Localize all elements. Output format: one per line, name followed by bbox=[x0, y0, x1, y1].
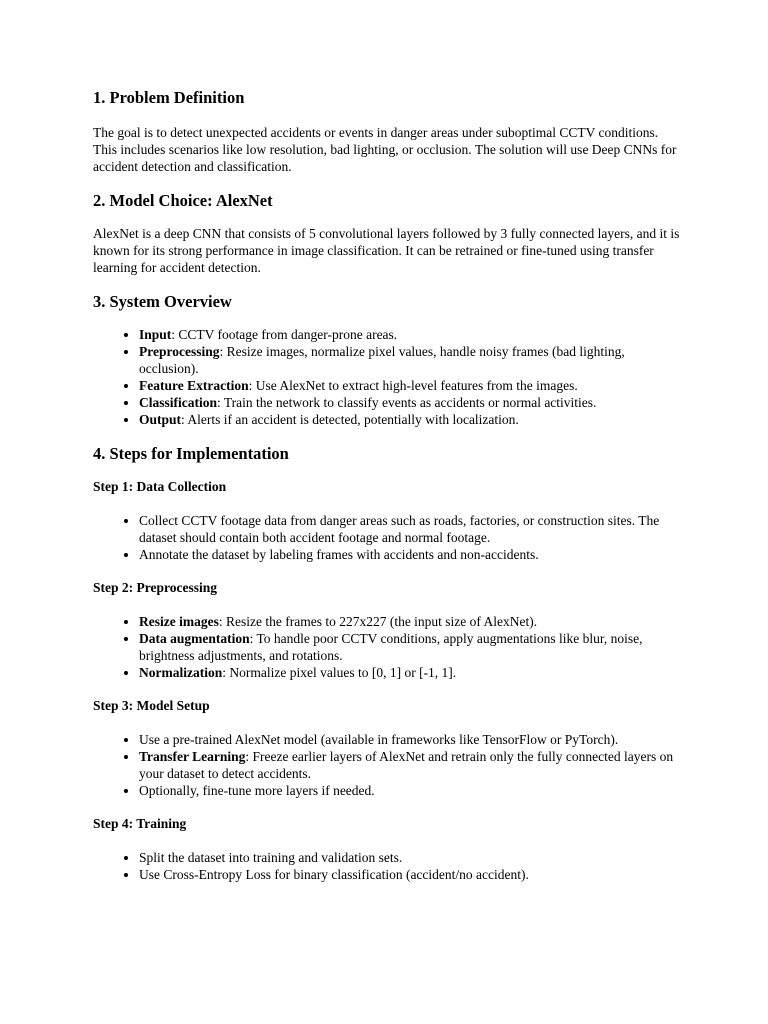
step-title-preprocessing: Step 2: Preprocessing bbox=[93, 580, 217, 595]
step2-list bbox=[93, 613, 683, 681]
list-item-term: Feature Extraction bbox=[139, 378, 249, 393]
document-page bbox=[93, 88, 683, 883]
list-item bbox=[139, 546, 683, 563]
step-title-training: Step 4: Training bbox=[93, 816, 187, 831]
list-item-text: Collect CCTV footage data from danger areas such as roads, factories, or construction sites. The dataset should contain both accident footage and normal footage. bbox=[139, 513, 660, 545]
system-overview-list bbox=[93, 326, 683, 428]
model-choice-text: AlexNet is a deep CNN that consists of 5 convolutional layers followed by 3 fully connected layers, and it is known for its strong performance in image classification. It can be retrained or fine-tuned using transfer learning for accident detection. bbox=[93, 226, 680, 275]
list-item-term: Output bbox=[139, 412, 182, 427]
list-item-text: : Normalize pixel values to [0, 1] or [-1, 1]. bbox=[222, 665, 457, 680]
list-item-term: Data augmentation bbox=[139, 631, 250, 646]
step-title-model-setup: Step 3: Model Setup bbox=[93, 698, 210, 713]
list-item bbox=[139, 343, 683, 377]
list-item-term: Transfer Learning bbox=[139, 749, 246, 764]
list-item bbox=[139, 411, 683, 428]
list-item-term: Input bbox=[139, 327, 172, 342]
list-item-text: : To handle poor CCTV conditions, apply augmentations like blur, noise, brightness adjustments, and rotations. bbox=[139, 631, 643, 663]
section-title-steps-for-implementation: 4. Steps for Implementation bbox=[93, 444, 289, 463]
list-item bbox=[139, 394, 683, 411]
list-item bbox=[139, 782, 683, 799]
list-item-text: : Train the network to classify events as accidents or normal activities. bbox=[217, 395, 597, 410]
list-item-text: : Use AlexNet to extract high-level features from the images. bbox=[248, 378, 578, 393]
step-title-data-collection: Step 1: Data Collection bbox=[93, 479, 227, 494]
list-item-text: Optionally, fine-tune more layers if needed. bbox=[139, 783, 375, 798]
list-item bbox=[139, 866, 683, 883]
list-item-term: Classification bbox=[139, 395, 218, 410]
list-item-text: : Resize the frames to 227x227 (the input size of AlexNet). bbox=[218, 614, 538, 629]
list-item-text: Use a pre-trained AlexNet model (available in frameworks like TensorFlow or PyTorch). bbox=[139, 732, 619, 747]
list-item-text: : Alerts if an accident is detected, potentially with localization. bbox=[181, 412, 519, 427]
list-item bbox=[139, 613, 683, 630]
list-item-text: Use Cross-Entropy Loss for binary classification (accident/no accident). bbox=[139, 867, 529, 882]
list-item bbox=[139, 664, 683, 681]
list-item-text: Annotate the dataset by labeling frames with accidents and non-accidents. bbox=[139, 547, 539, 562]
list-item bbox=[139, 377, 683, 394]
problem-definition-text: The goal is to detect unexpected accidents or events in danger areas under suboptimal CCTV conditions. This includes scenarios like low resolution, bad lighting, or occlusion. The solution will use Deep CNNs for accident detection and classification. bbox=[93, 125, 677, 174]
section-title-system-overview: 3. System Overview bbox=[93, 292, 232, 311]
step1-list bbox=[93, 512, 683, 563]
list-item-term: Resize images bbox=[139, 614, 219, 629]
list-item bbox=[139, 731, 683, 748]
list-item bbox=[139, 630, 683, 664]
section-title-model-choice: 2. Model Choice: AlexNet bbox=[93, 191, 273, 210]
step4-list bbox=[93, 849, 683, 883]
list-item-text: : CCTV footage from danger-prone areas. bbox=[171, 327, 398, 342]
section-title-problem-definition: 1. Problem Definition bbox=[93, 88, 245, 107]
step3-list bbox=[93, 731, 683, 799]
list-item-text: Split the dataset into training and validation sets. bbox=[139, 850, 403, 865]
list-item bbox=[139, 849, 683, 866]
list-item-term: Normalization bbox=[139, 665, 223, 680]
list-item bbox=[139, 512, 683, 546]
list-item-term: Preprocessing bbox=[139, 344, 220, 359]
list-item-text: : Resize images, normalize pixel values, handle noisy frames (bad lighting, occlusion). bbox=[139, 344, 625, 376]
list-item bbox=[139, 326, 683, 343]
list-item bbox=[139, 748, 683, 782]
list-item-text: : Freeze earlier layers of AlexNet and retrain only the fully connected layers on your dataset to detect accidents. bbox=[139, 749, 674, 781]
